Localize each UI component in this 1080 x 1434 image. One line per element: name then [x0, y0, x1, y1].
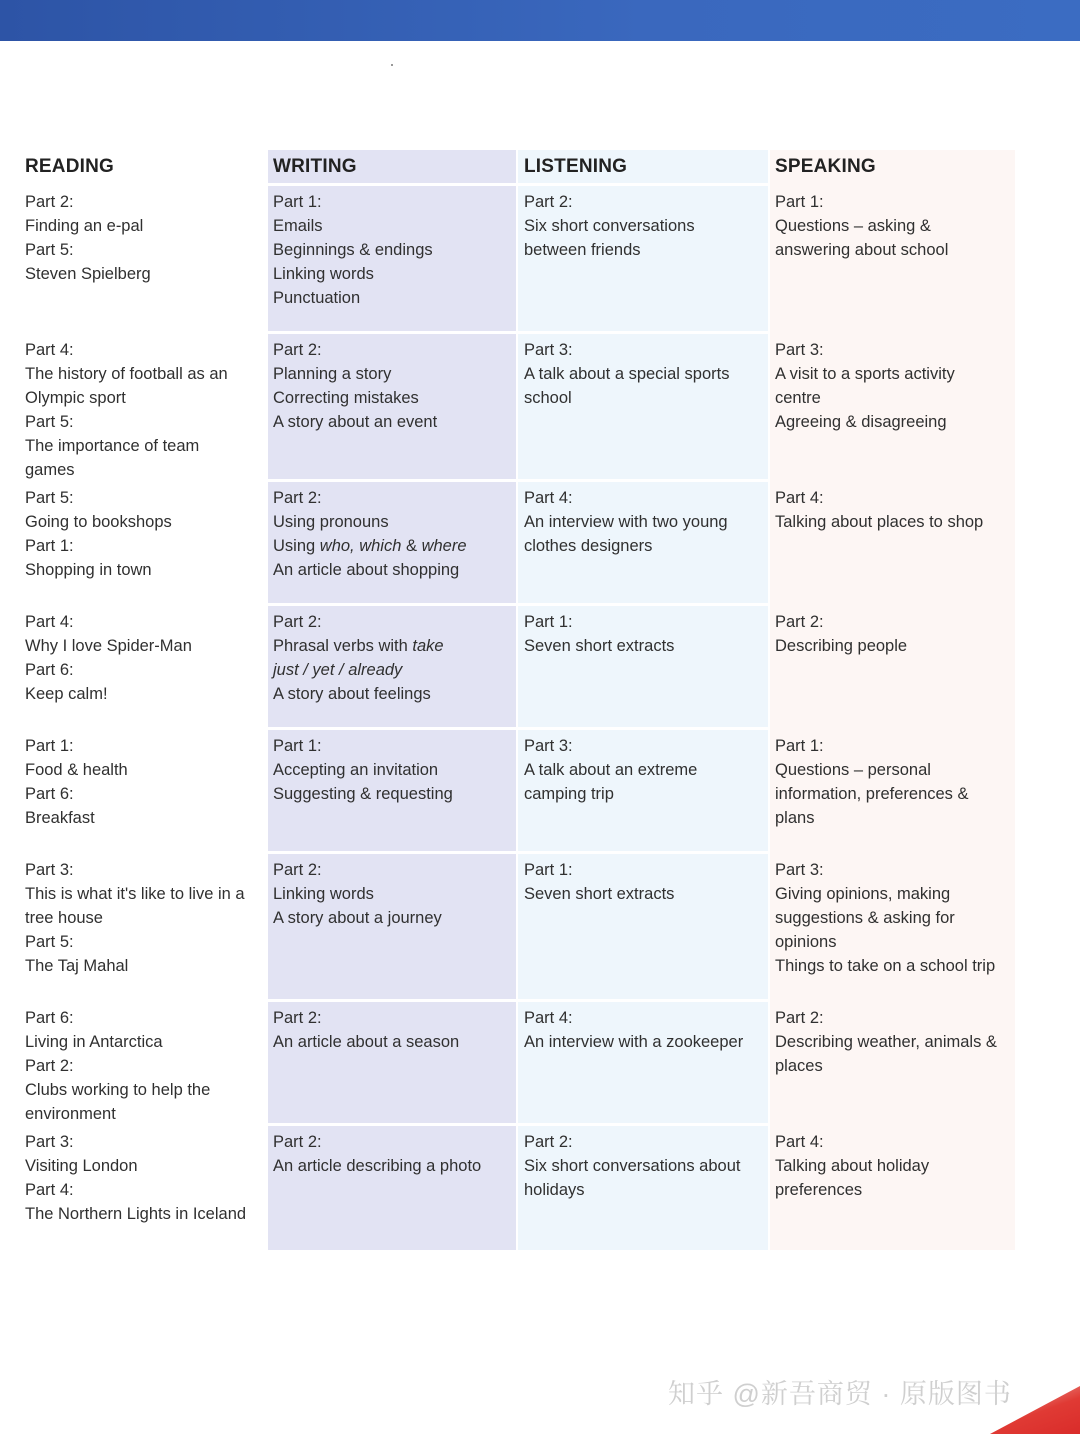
writing-line: Part 2:	[273, 613, 322, 631]
listening-line: Seven short extracts	[524, 637, 675, 655]
reading-cell	[25, 734, 128, 830]
reading-line: Visiting London	[25, 1157, 138, 1175]
writing-header: WRITING	[273, 156, 357, 177]
print-speck	[391, 64, 393, 66]
speaking-line: Questions – personal	[775, 761, 931, 779]
writing-cell	[273, 734, 453, 806]
reading-line: environment	[25, 1105, 116, 1123]
speaking-line: Part 3:	[775, 341, 824, 359]
row-separator	[268, 603, 768, 606]
speaking-line: opinions	[775, 933, 837, 951]
writing-line: Part 2:	[273, 861, 322, 879]
writing-line: Correcting mistakes	[273, 389, 419, 407]
reading-header: READING	[25, 156, 115, 177]
speaking-line: places	[775, 1057, 823, 1075]
speaking-cell	[775, 610, 907, 658]
writing-line: Suggesting & requesting	[273, 785, 453, 803]
writing-cell	[273, 190, 433, 310]
reading-line: Part 6:	[25, 785, 74, 803]
watermark: 知乎 @新吾商贸 · 原版图书	[668, 1379, 1012, 1409]
page-number: 5	[1019, 1396, 1027, 1411]
speaking-line: A visit to a sports activity	[775, 365, 955, 383]
reading-line: Olympic sport	[25, 389, 126, 407]
speaking-line: Part 1:	[775, 193, 824, 211]
reading-line: Part 4:	[25, 613, 74, 631]
writing-line: Using pronouns	[273, 513, 389, 531]
speaking-line: plans	[775, 809, 815, 827]
speaking-line: centre	[775, 389, 821, 407]
speaking-line: Part 4:	[775, 1133, 824, 1151]
speaking-cell	[775, 486, 983, 534]
writing-line: Accepting an invitation	[273, 761, 439, 779]
reading-line: Shopping in town	[25, 561, 152, 579]
speaking-line: Agreeing & disagreeing	[775, 413, 947, 431]
writing-cell	[273, 1130, 481, 1178]
reading-line: The Northern Lights in Iceland	[25, 1205, 247, 1223]
speaking-line: suggestions & asking for	[775, 909, 955, 927]
writing-line: Linking words	[273, 885, 374, 903]
listening-line: camping trip	[524, 785, 614, 803]
writing-line: Beginnings & endings	[273, 241, 433, 259]
writing-line: just / yet / already	[273, 661, 403, 679]
listening-line: school	[524, 389, 572, 407]
listening-line: clothes designers	[524, 537, 653, 555]
listening-cell	[524, 338, 729, 410]
writing-line: An article describing a photo	[273, 1157, 482, 1175]
writing-cell	[273, 486, 467, 582]
listening-line: A talk about a special sports	[524, 365, 730, 383]
reading-line: tree house	[25, 909, 103, 927]
row-separator	[268, 1123, 768, 1126]
listening-line: A talk about an extreme	[524, 761, 698, 779]
reading-line: Part 3:	[25, 1133, 74, 1151]
listening-line: Part 2:	[524, 193, 573, 211]
writing-cell	[273, 858, 442, 930]
listening-column-background	[518, 150, 768, 1250]
writing-line: Part 2:	[273, 1009, 322, 1027]
listening-cell	[524, 190, 695, 262]
reading-cell	[25, 858, 245, 978]
speaking-line: Giving opinions, making	[775, 885, 951, 903]
reading-line: Steven Spielberg	[25, 265, 151, 283]
reading-line: Part 2:	[25, 193, 74, 211]
writing-line: A story about feelings	[273, 685, 431, 703]
reading-line: Living in Antarctica	[25, 1033, 163, 1051]
reading-line: Part 6:	[25, 661, 74, 679]
reading-cell	[25, 190, 151, 286]
listening-line: Part 4:	[524, 1009, 573, 1027]
speaking-line: Talking about holiday	[775, 1157, 930, 1175]
reading-cell	[25, 1130, 246, 1226]
writing-line: Part 2:	[273, 1133, 322, 1151]
reading-line: Part 5:	[25, 241, 74, 259]
writing-line: Part 2:	[273, 341, 322, 359]
listening-line: An interview with a zookeeper	[524, 1033, 744, 1051]
writing-line: Planning a story	[273, 365, 392, 383]
reading-cell	[25, 486, 172, 582]
reading-line: Part 5:	[25, 413, 74, 431]
listening-cell	[524, 610, 674, 658]
speaking-column-background	[770, 150, 1015, 1250]
speaking-cell	[775, 1006, 997, 1078]
reading-line: Breakfast	[25, 809, 95, 827]
reading-line: Finding an e-pal	[25, 217, 144, 235]
listening-line: Six short conversations about	[524, 1157, 741, 1175]
speaking-cell	[775, 1130, 929, 1202]
top-color-bar	[0, 0, 1080, 41]
listening-line: Part 1:	[524, 613, 573, 631]
speaking-line: Describing people	[775, 637, 908, 655]
listening-cell	[524, 734, 697, 806]
speaking-line: Things to take on a school trip	[775, 957, 996, 975]
listening-line: Part 3:	[524, 341, 573, 359]
row-separator	[268, 331, 768, 334]
row-separator	[268, 183, 768, 186]
reading-line: The importance of team	[25, 437, 200, 455]
listening-line: between friends	[524, 241, 641, 259]
listening-line: holidays	[524, 1181, 585, 1199]
reading-line: games	[25, 461, 75, 479]
speaking-cell	[775, 858, 995, 978]
writing-line: Punctuation	[273, 289, 361, 307]
reading-line: Part 3:	[25, 861, 74, 879]
reading-line: Part 5:	[25, 933, 74, 951]
reading-line: Clubs working to help the	[25, 1081, 211, 1099]
reading-line: Keep calm!	[25, 685, 108, 703]
listening-line: Part 4:	[524, 489, 573, 507]
listening-line: Part 3:	[524, 737, 573, 755]
writing-line: A story about a journey	[273, 909, 442, 927]
row-separator	[268, 851, 768, 854]
row-separator	[268, 999, 768, 1002]
row-separator	[268, 727, 768, 730]
writing-line: Phrasal verbs with take	[273, 637, 444, 655]
row-separator	[268, 479, 768, 482]
reading-line: Part 6:	[25, 1009, 74, 1027]
listening-line: An interview with two young	[524, 513, 728, 531]
listening-cell	[524, 1130, 740, 1202]
speaking-line: preferences	[775, 1181, 863, 1199]
reading-line: Going to bookshops	[25, 513, 172, 531]
listening-cell	[524, 486, 728, 558]
reading-line: Part 4:	[25, 1181, 74, 1199]
writing-line: Linking words	[273, 265, 374, 283]
reading-line: Why I love Spider-Man	[25, 637, 192, 655]
writing-cell	[273, 610, 444, 706]
writing-line: Part 1:	[273, 193, 322, 211]
speaking-line: Part 3:	[775, 861, 824, 879]
writing-line: An article about shopping	[273, 561, 460, 579]
listening-cell	[524, 1006, 743, 1054]
speaking-cell	[775, 190, 948, 262]
listening-line: Part 2:	[524, 1133, 573, 1151]
reading-line: This is what it's like to live in a	[25, 885, 245, 903]
reading-line: Part 2:	[25, 1057, 74, 1075]
writing-line: Emails	[273, 217, 323, 235]
speaking-line: Part 2:	[775, 613, 824, 631]
listening-cell	[524, 858, 674, 906]
reading-cell	[25, 1006, 210, 1126]
reading-line: Part 4:	[25, 341, 74, 359]
listening-line: Part 1:	[524, 861, 573, 879]
writing-line: Part 1:	[273, 737, 322, 755]
speaking-line: information, preferences &	[775, 785, 969, 803]
reading-line: Food & health	[25, 761, 128, 779]
speaking-line: Describing weather, animals &	[775, 1033, 997, 1051]
writing-cell	[273, 338, 437, 434]
speaking-line: answering about school	[775, 241, 949, 259]
reading-line: The history of football as an	[25, 365, 228, 383]
reading-cell	[25, 338, 228, 482]
speaking-line: Talking about places to shop	[775, 513, 984, 531]
writing-cell	[273, 1006, 459, 1054]
listening-line: Seven short extracts	[524, 885, 675, 903]
listening-line: Six short conversations	[524, 217, 695, 235]
writing-line: An article about a season	[273, 1033, 460, 1051]
writing-line: Part 2:	[273, 489, 322, 507]
reading-cell	[25, 610, 192, 706]
reading-line: Part 5:	[25, 489, 74, 507]
speaking-line: Part 2:	[775, 1009, 824, 1027]
listening-header: LISTENING	[524, 156, 628, 177]
reading-line: Part 1:	[25, 737, 74, 755]
writing-line: Using who, which & where	[273, 537, 467, 555]
speaking-header: SPEAKING	[775, 156, 876, 177]
speaking-cell	[775, 734, 969, 830]
writing-line: A story about an event	[273, 413, 438, 431]
speaking-line: Part 1:	[775, 737, 824, 755]
reading-line: Part 1:	[25, 537, 74, 555]
speaking-line: Part 4:	[775, 489, 824, 507]
reading-line: The Taj Mahal	[25, 957, 129, 975]
speaking-line: Questions – asking &	[775, 217, 931, 235]
speaking-cell	[775, 338, 955, 434]
